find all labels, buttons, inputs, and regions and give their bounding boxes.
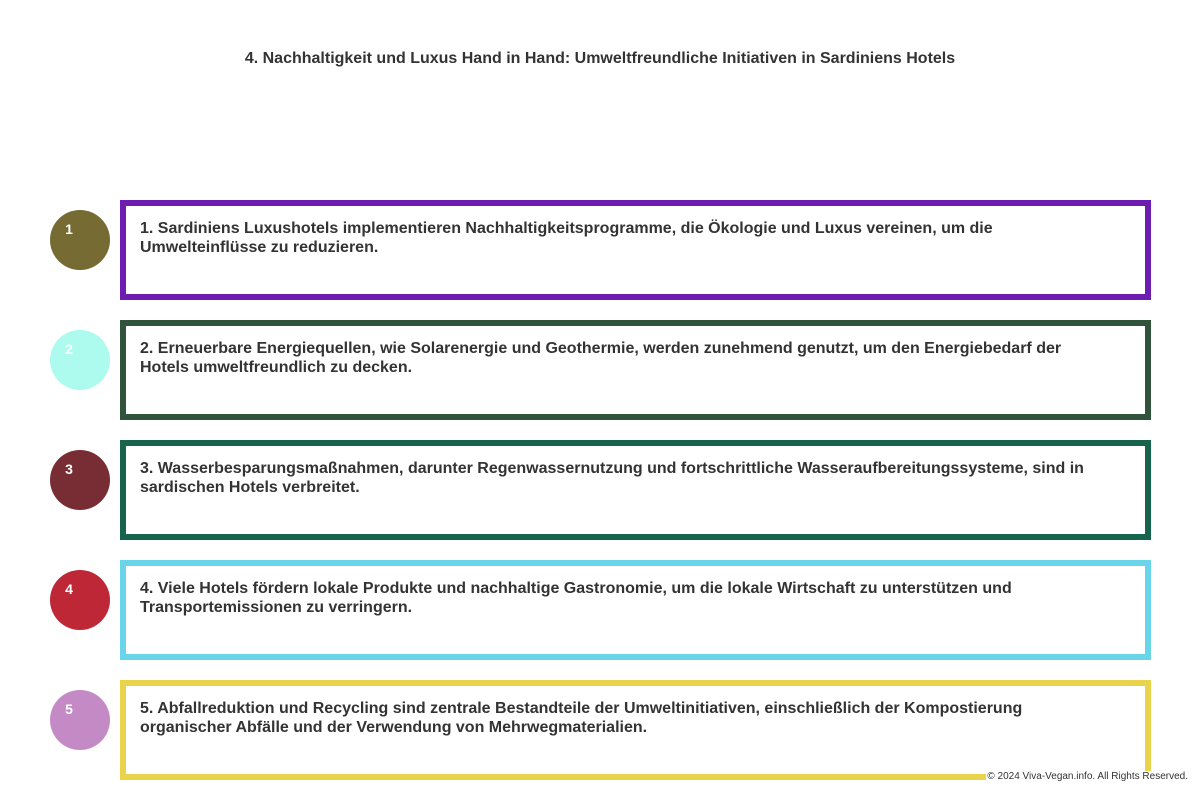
number-badge <box>50 690 110 750</box>
number-label: 2 <box>65 341 73 357</box>
item-text: 1. Sardiniens Luxushotels implementieren Nachhaltigkeitsprogramme, die Ökologie und Luxus vereinen, um die Umwelteinflüsse zu reduzieren. <box>140 220 993 256</box>
item-text: 3. Wasserbesparungsmaßnahmen, darunter Regenwassernutzung und fortschrittliche Wasseraufbereitungssysteme, sind in sardischen Hotels verbreitet. <box>140 460 1084 496</box>
list-item <box>0 440 1200 540</box>
number-label: 4 <box>65 581 73 597</box>
item-text: 4. Viele Hotels fördern lokale Produkte und nachhaltige Gastronomie, um die lokale Wirtschaft zu unterstützen und Transportemissionen zu verringern. <box>140 580 1012 616</box>
item-text: 2. Erneuerbare Energiequellen, wie Solarenergie und Geothermie, werden zunehmend genutzt, um den Energiebedarf der Hotels umweltfreundlich zu decken. <box>140 340 1062 376</box>
number-label: 1 <box>65 221 73 237</box>
number-label: 3 <box>65 461 73 477</box>
list-item <box>0 200 1200 300</box>
text-box <box>120 200 1151 300</box>
text-box <box>120 680 1151 780</box>
number-label: 5 <box>65 701 73 717</box>
list-item <box>0 680 1200 780</box>
list-item <box>0 320 1200 420</box>
text-box <box>120 560 1151 660</box>
copyright-footer: © 2024 Viva-Vegan.info. All Rights Reserved. <box>987 771 1188 782</box>
list-item <box>0 560 1200 660</box>
number-badge <box>50 450 110 510</box>
page-title: 4. Nachhaltigkeit und Luxus Hand in Hand: Umweltfreundliche Initiativen in Sardiniens Hotels <box>244 50 956 67</box>
number-badge <box>50 570 110 630</box>
number-badge <box>50 330 110 390</box>
item-text: 5. Abfallreduktion und Recycling sind zentrale Bestandteile der Umweltinitiativen, einschließlich der Kompostierung organischer Abfälle und der Verwendung von Mehrwegmaterialien. <box>140 700 1023 736</box>
text-box <box>120 440 1151 540</box>
number-badge <box>50 210 110 270</box>
text-box <box>120 320 1151 420</box>
